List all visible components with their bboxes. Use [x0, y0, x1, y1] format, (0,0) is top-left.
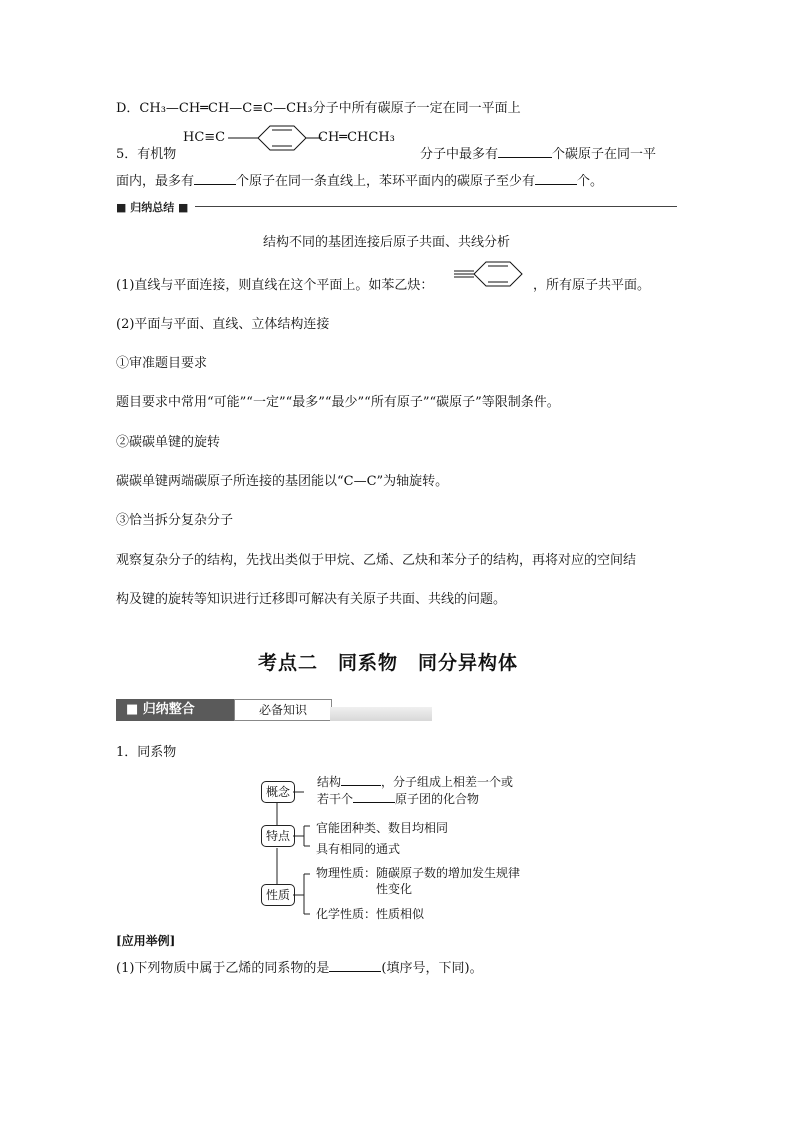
- feature-1: 官能团种类、数目均相同: [316, 821, 449, 835]
- q5-prefix: 5．有机物: [116, 147, 177, 162]
- app-q1: [116, 957, 483, 976]
- app-q1-b: (填序号，下同)。: [381, 961, 483, 976]
- property-1: 物理性质：随碳原子数的增加发生规律: [316, 866, 521, 880]
- blank-4[interactable]: [341, 773, 381, 786]
- q5-struct-right: CH═CHCH₃: [318, 130, 395, 145]
- q5-text-c: 面内，最多有: [116, 174, 195, 189]
- para-1-b: ，所有原子共平面。: [533, 278, 651, 293]
- blank-5[interactable]: [353, 790, 395, 803]
- concept-line-2: [317, 790, 479, 807]
- knowledge-banner: [116, 699, 432, 723]
- summary-rule: [195, 206, 677, 207]
- blank-1[interactable]: [498, 145, 552, 158]
- summary-tag: ■ 归纳总结 ■: [116, 201, 189, 214]
- q5-text-d: 个原子在同一条直线上，苯环平面内的碳原子至少有: [236, 174, 536, 189]
- q5-benzene-ring: [228, 124, 328, 160]
- node-concept: 概念: [261, 781, 295, 803]
- text-3a: 观察复杂分子的结构，先找出类似于甲烷、乙烯、乙炔和苯分子的结构，再将对应的空间结: [116, 553, 637, 568]
- q5-text-b: 个碳原子在同一平: [552, 147, 657, 162]
- banner-left: ■ 归纳整合: [116, 699, 234, 721]
- heading-1: ①审准题目要求: [116, 356, 208, 371]
- para-1: [116, 274, 433, 293]
- concept-line-1: [317, 773, 513, 790]
- text-1: 题目要求中常用“可能”“一定”“最多”“最少”“所有原子”“碳原子”等限制条件。: [116, 395, 560, 410]
- concept-1-pre: 结构: [317, 775, 342, 789]
- heading-2: ②碳碳单键的旋转: [116, 435, 221, 450]
- feature-2: 具有相同的通式: [316, 842, 401, 856]
- text-2: 碳碳单键两端碳原子所连接的基团能以“C—C”为轴旋转。: [116, 474, 449, 489]
- q5-line1: [420, 143, 656, 162]
- text-3b: 构及键的旋转等知识进行迁移即可解决有关原子共面、共线的问题。: [116, 592, 507, 607]
- concept-1-post: ，分子组成上相差一个或: [381, 775, 514, 789]
- blank-2[interactable]: [194, 172, 236, 185]
- summary-title: 结构不同的基团连接后原子共面、共线分析: [263, 235, 511, 250]
- property-1b: 性变化: [376, 882, 413, 896]
- q5-struct-left: HC≡C: [183, 130, 226, 145]
- banner-tail: [330, 707, 432, 721]
- item-1: 1．同系物: [116, 745, 177, 760]
- node-feature: 特点: [261, 825, 295, 847]
- para-1-a: (1)直线与平面连接，则直线在这个平面上。如苯乙炔：: [116, 278, 434, 293]
- banner-right: 必备知识: [234, 699, 332, 721]
- q5-line2: [116, 170, 603, 189]
- concept-2-pre: 若干个: [317, 792, 354, 806]
- heading-3: ③恰当拆分复杂分子: [116, 513, 234, 528]
- blank-6[interactable]: [329, 959, 381, 972]
- node-property: 性质: [261, 884, 295, 906]
- property-2: 化学性质：性质相似: [316, 907, 425, 921]
- app-heading: [应用举例]: [116, 934, 176, 948]
- phenylacetylene-structure: [452, 260, 532, 290]
- app-q1-a: (1)下列物质中属于乙烯的同系物的是: [116, 961, 330, 976]
- option-d: D．CH₃—CH═CH—C≡C—CH₃分子中所有碳原子一定在同一平面上: [116, 101, 521, 116]
- concept-2-post: 原子团的化合物: [395, 792, 480, 806]
- q5-text-e: 个。: [577, 174, 604, 189]
- blank-3[interactable]: [535, 172, 577, 185]
- para-2: (2)平面与平面、直线、立体结构连接: [116, 317, 330, 332]
- q5-text-a: 分子中最多有: [420, 147, 499, 162]
- section-title: 考点二 同系物 同分异构体: [258, 652, 519, 674]
